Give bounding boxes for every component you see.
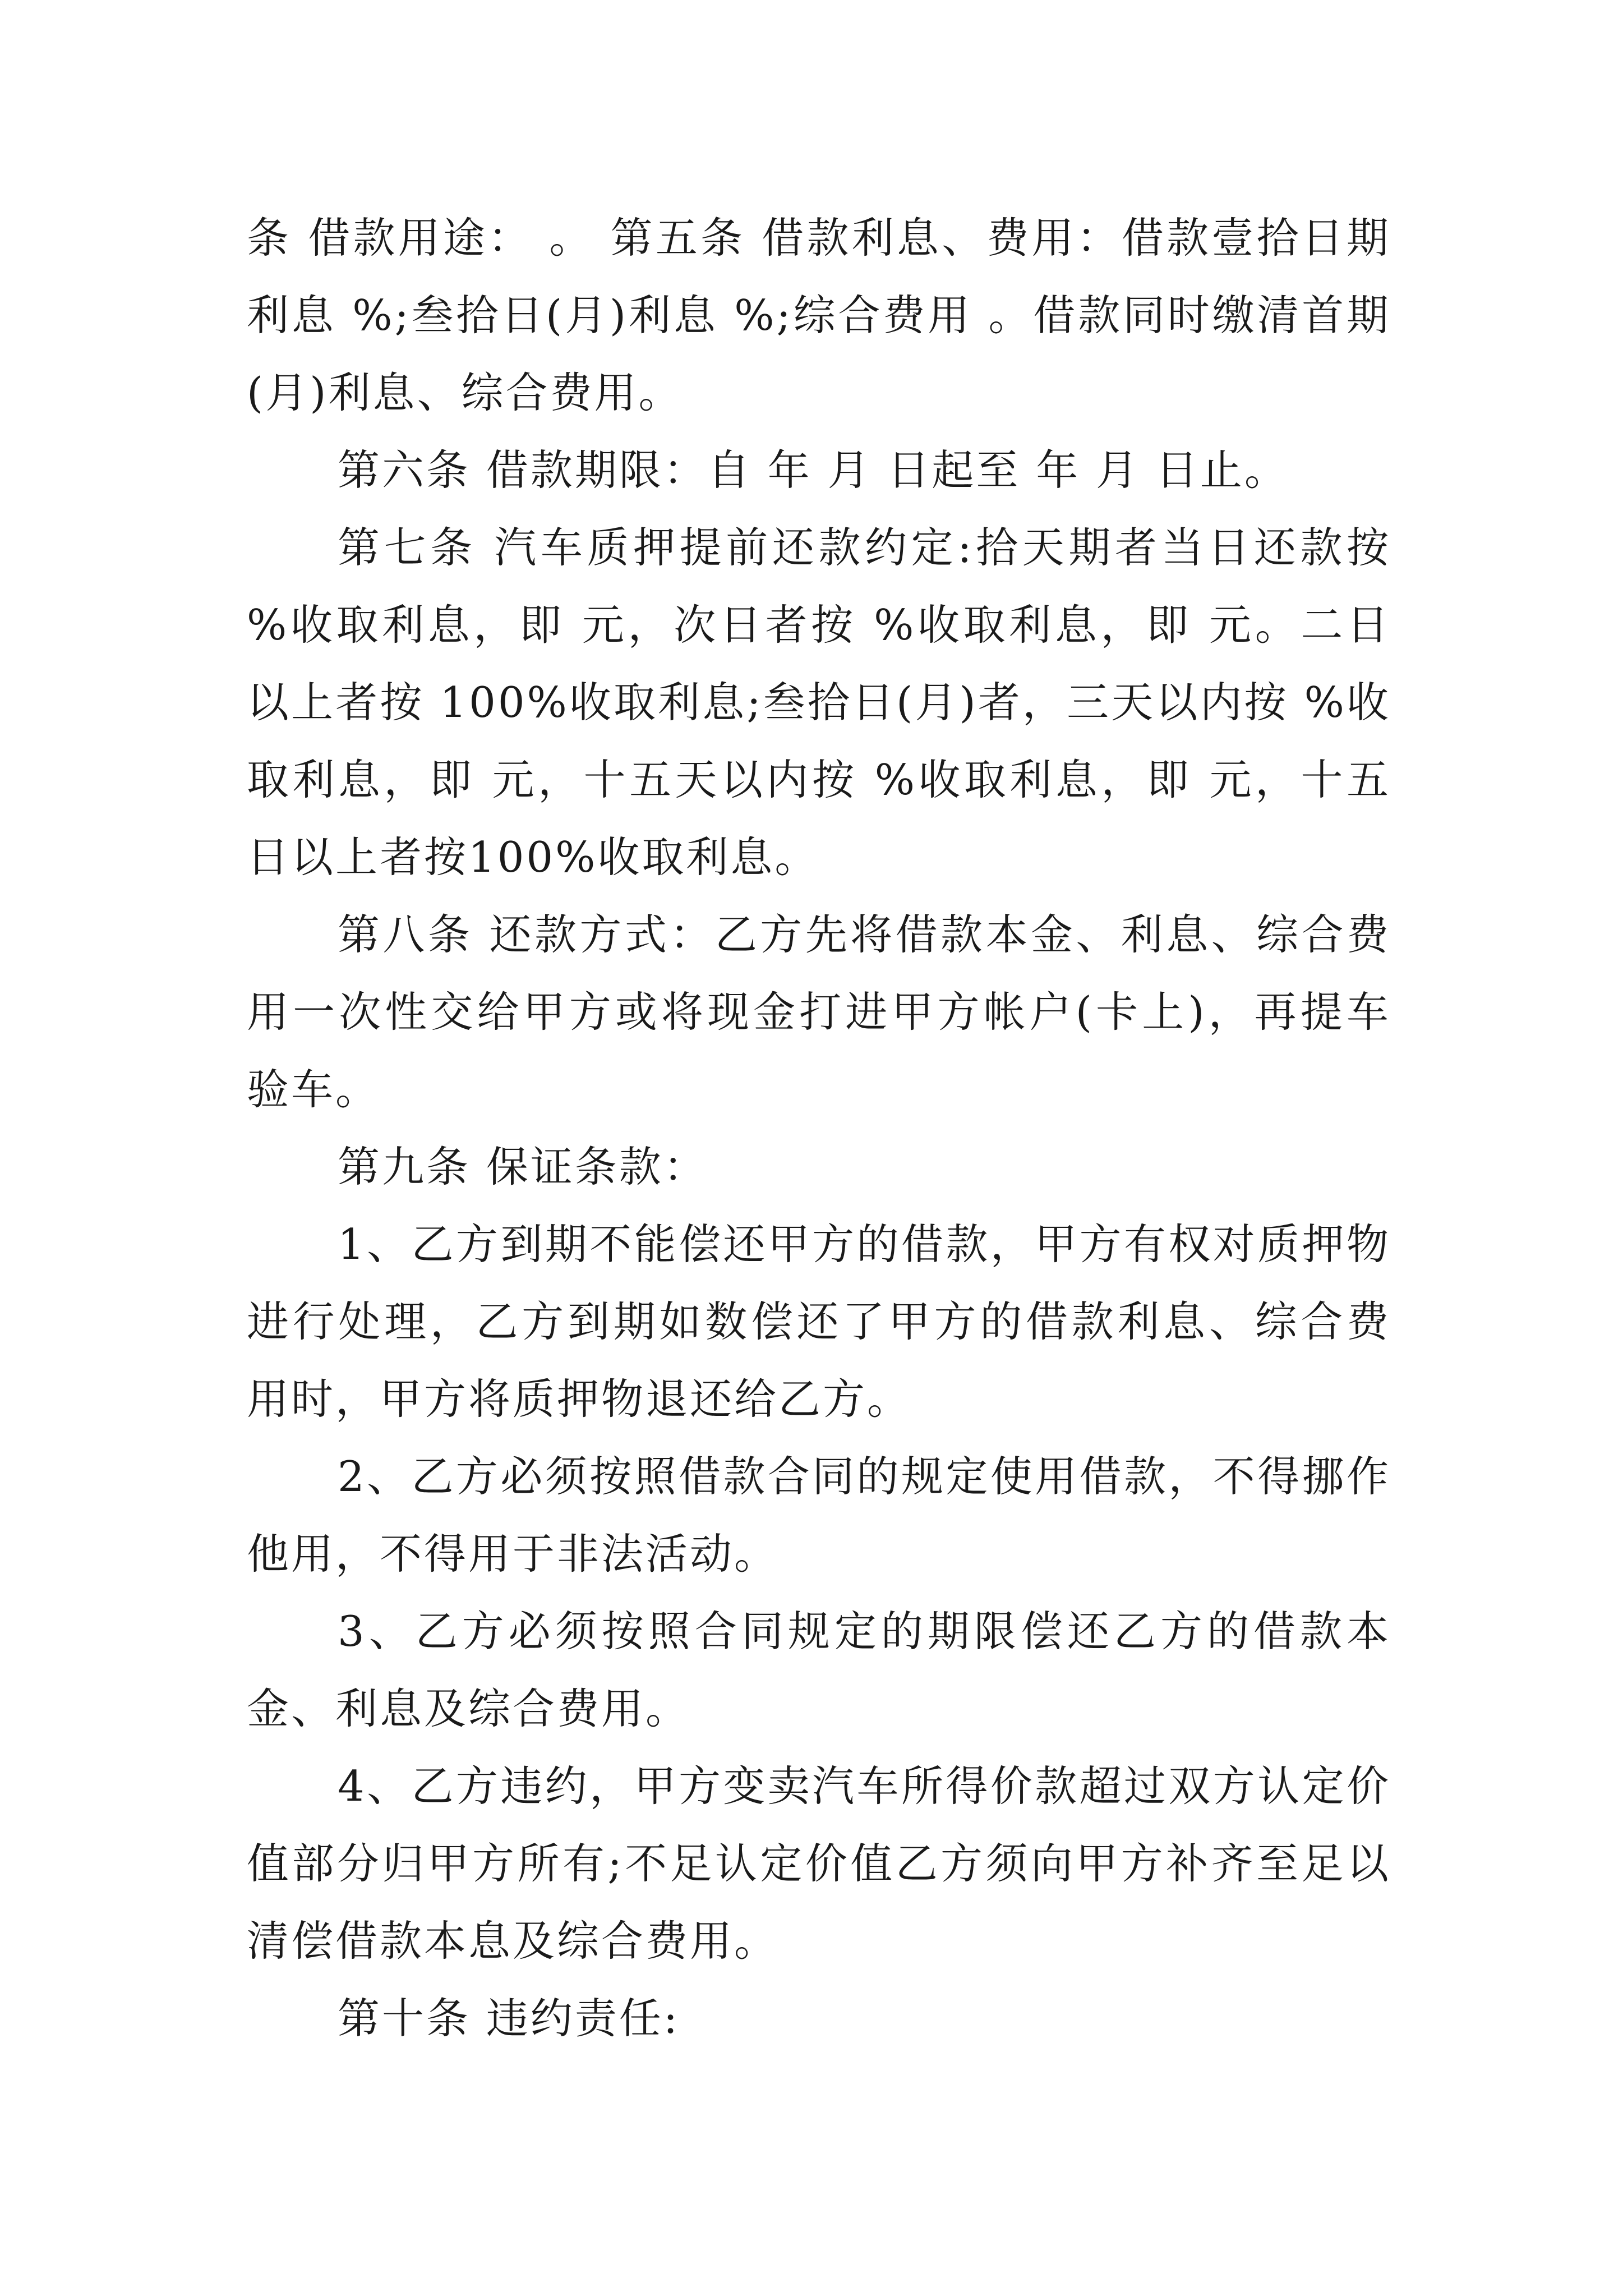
paragraph-guarantee-item-3: 3、乙方必须按照合同规定的期限偿还乙方的借款本金、利息及综合费用。	[247, 1607, 1391, 1733]
paragraph-article-7-early-repayment: 第七条 汽车质押提前还款约定:拾天期者当日还款按 %收取利息，即 元，次日者按 %收取利息，即 元。二日以上者按 100%收取利息;叁拾日(月)者，三天以内按 %收取利息，即 元，十五天以内按 %收取利息，即 元，十五日以上者按100%收取利息。	[247, 523, 1391, 882]
paragraph-article-6-loan-term: 第六条 借款期限：自 年 月 日起至 年 月 日止。	[338, 445, 1289, 495]
paragraph-article-10-liability-heading: 第十条 违约责任:	[338, 1994, 680, 2043]
paragraph-guarantee-item-1: 1、乙方到期不能偿还甲方的借款，甲方有权对质押物进行处理，乙方到期如数偿还了甲方的借款利息、综合费用时，甲方将质押物退还给乙方。	[247, 1220, 1391, 1424]
paragraph-article-8-repayment-method: 第八条 还款方式：乙方先将借款本金、利息、综合费用一次性交给甲方或将现金打进甲方帐户(卡上)，再提车验车。	[247, 910, 1391, 1114]
paragraph-guarantee-item-2: 2、乙方必须按照借款合同的规定使用借款，不得挪作他用，不得用于非法活动。	[247, 1452, 1391, 1579]
document-body	[247, 199, 1391, 2057]
paragraph-guarantee-item-4: 4、乙方违约，甲方变卖汽车所得价款超过双方认定价值部分归甲方所有;不足认定价值乙方须向甲方补齐至足以清偿借款本息及综合费用。	[247, 1761, 1391, 1966]
paragraph-loan-purpose-interest: 条 借款用途： 。 第五条 借款利息、费用：借款壹拾日期利息 %;叁拾日(月)利息 %;综合费用 。借款同时缴清首期(月)利息、综合费用。	[247, 213, 1391, 417]
paragraph-article-9-guarantee-heading: 第九条 保证条款：	[338, 1142, 708, 1191]
